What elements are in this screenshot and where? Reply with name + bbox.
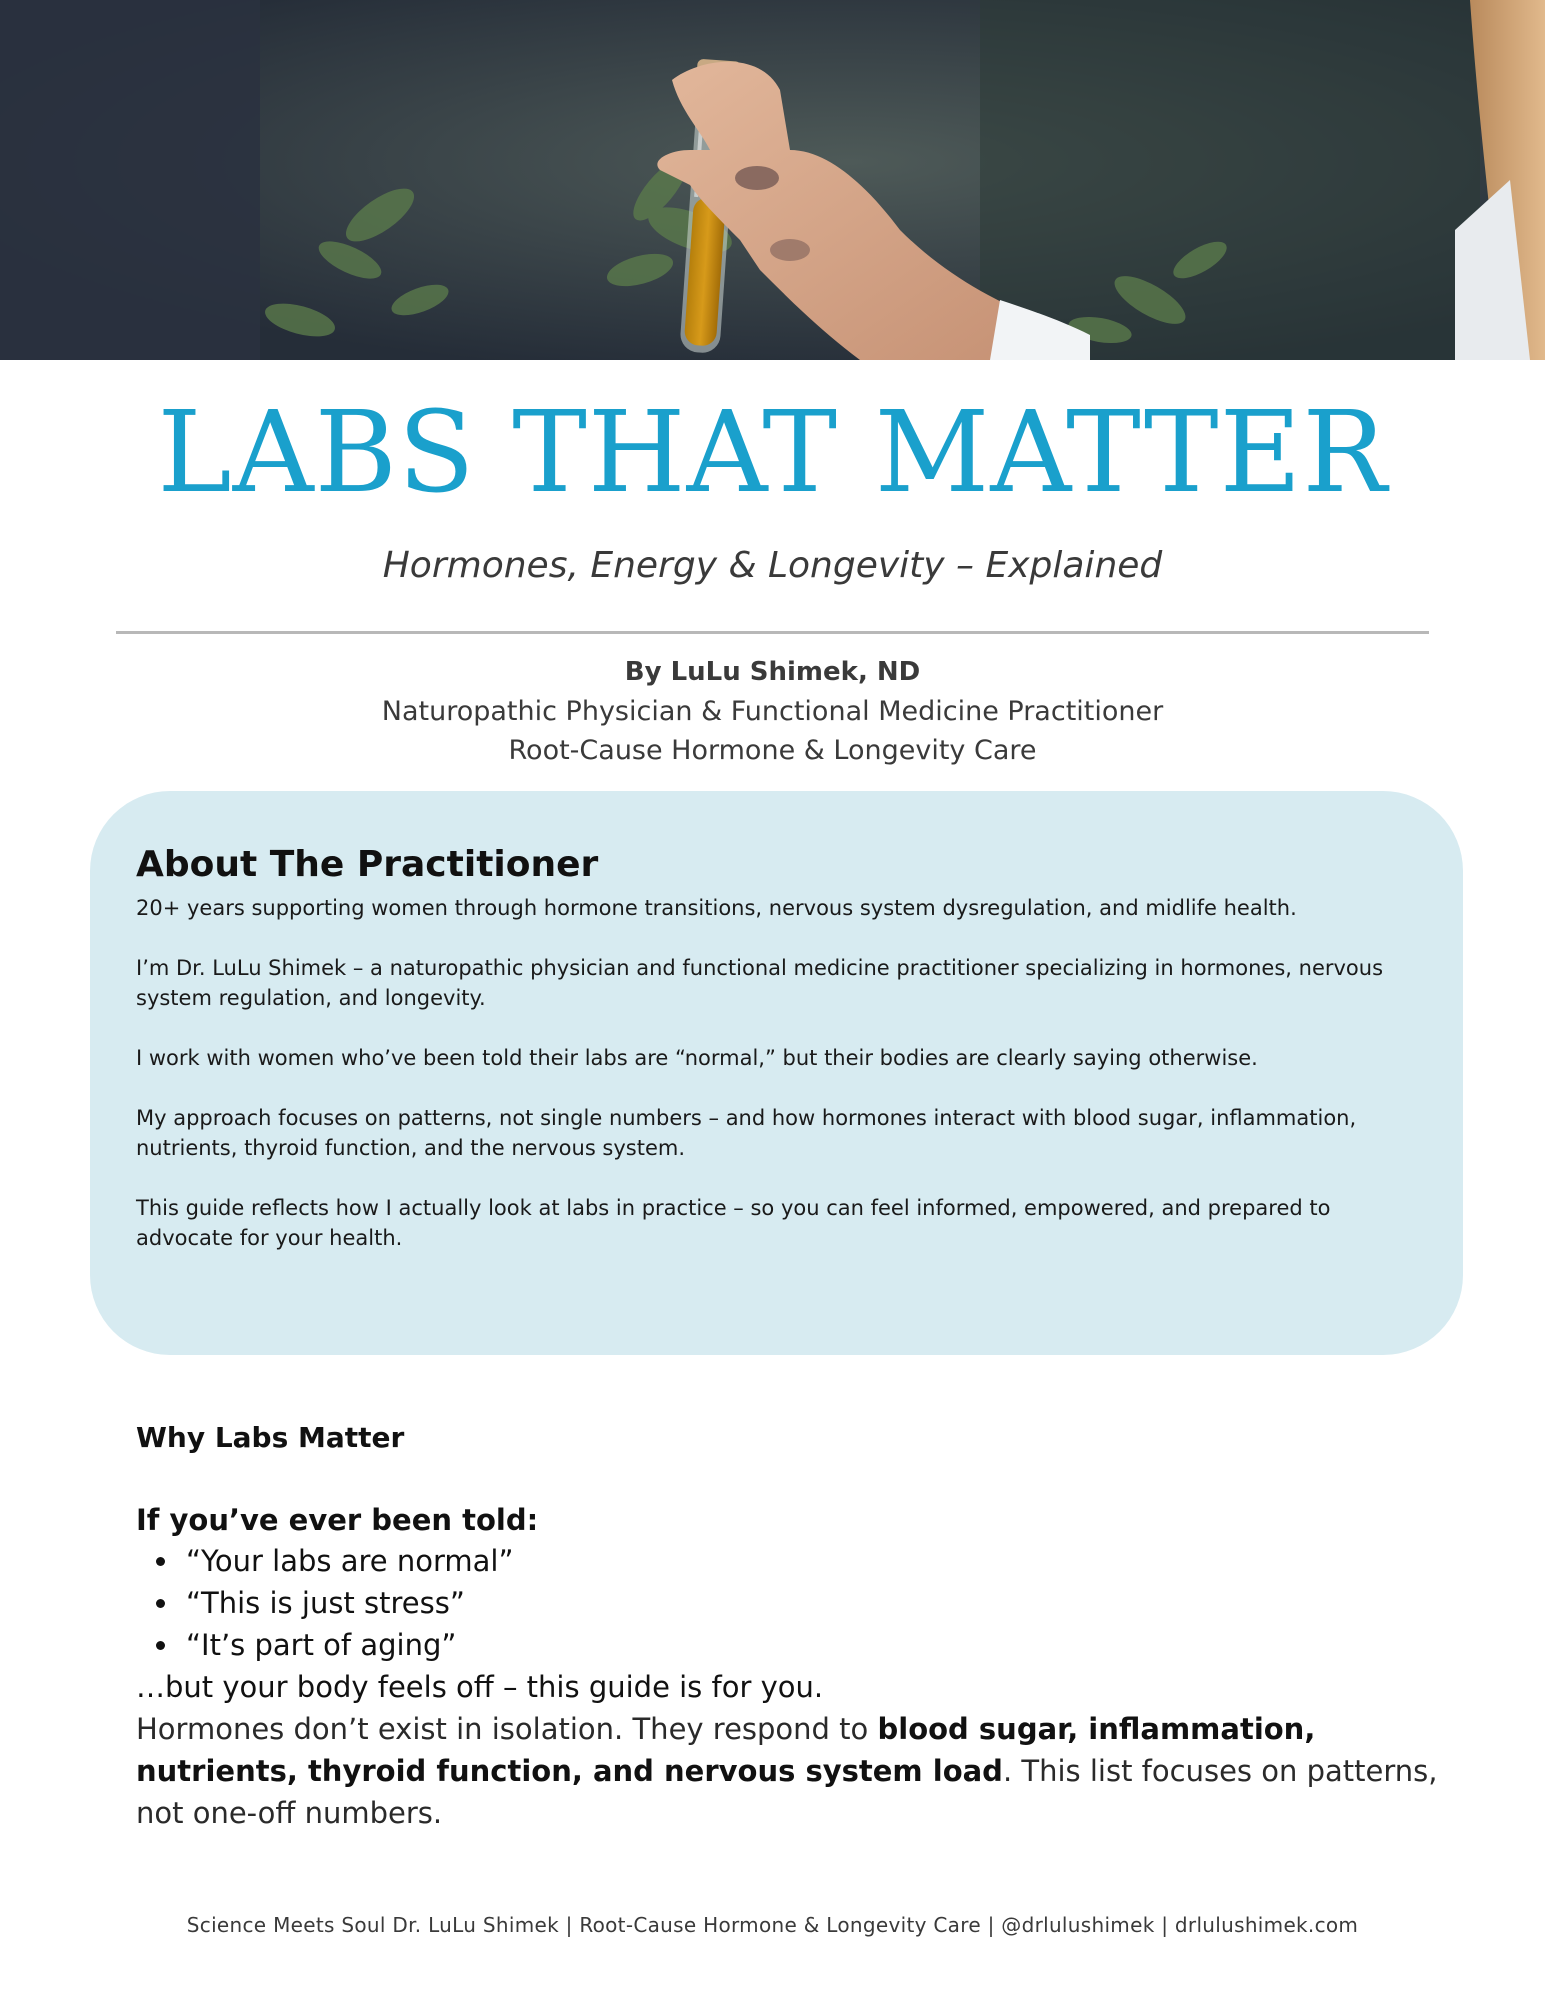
- author-byline: By LuLu Shimek, ND: [624, 657, 921, 687]
- list-item-text: “It’s part of aging”: [186, 1628, 457, 1662]
- list-item: [156, 1540, 1446, 1582]
- closing-line: …but your body feels off – this guide is for you.: [136, 1670, 824, 1704]
- bullet-icon: [156, 1641, 165, 1650]
- list-item-text: “Your labs are normal”: [186, 1544, 514, 1578]
- divider: [116, 631, 1429, 634]
- body-text-start: Hormones don’t exist in isolation. They respond to: [136, 1712, 878, 1746]
- body-text-end: . This list focuses on patterns, not one-off numbers.: [136, 1754, 1438, 1830]
- bullet-icon: [156, 1599, 165, 1608]
- why-heading: Why Labs Matter: [136, 1421, 405, 1454]
- list-item: [156, 1582, 1446, 1624]
- about-paragraph: This guide reflects how I actually look at labs in practice – so you can feel informed, empowered, and prepared to advocate for your health.: [136, 1196, 1331, 1250]
- about-paragraph: My approach focuses on patterns, not single numbers – and how hormones interact with blood sugar, inflammation, nutrients, thyroid function, and the nervous system.: [136, 1106, 1357, 1160]
- about-paragraph: 20+ years supporting women through hormone transitions, nervous system dysregulation, and midlife health.: [136, 896, 1297, 920]
- list-item: [156, 1624, 1446, 1666]
- body-paragraph: [136, 1708, 1446, 1834]
- bullet-icon: [156, 1557, 165, 1566]
- about-card: [90, 791, 1463, 1355]
- page-subtitle: Hormones, Energy & Longevity – Explained: [382, 545, 1163, 586]
- page-footer: Science Meets Soul Dr. LuLu Shimek | Root-Cause Hormone & Longevity Care | @drlulushimek | drlulushimek.com: [186, 1913, 1359, 1937]
- about-paragraph: I work with women who’ve been told their labs are “normal,” but their bodies are clearly saying otherwise.: [136, 1046, 1258, 1070]
- hero-photo: [0, 0, 1545, 360]
- told-heading: If you’ve ever been told:: [136, 1503, 539, 1537]
- credential-line: Root-Cause Hormone & Longevity Care: [508, 735, 1037, 766]
- list-item-text: “This is just stress”: [186, 1586, 465, 1620]
- body-text-bold: blood sugar, inflammation, nutrients, thyroid function, and nervous system load: [136, 1712, 1316, 1788]
- told-list: [136, 1540, 1446, 1666]
- credential-line: Naturopathic Physician & Functional Medicine Practitioner: [381, 696, 1164, 727]
- about-heading: About The Practitioner: [136, 844, 599, 885]
- why-labs-section: [136, 1418, 1446, 1834]
- page-title: LABS THAT MATTER: [157, 388, 1388, 518]
- about-paragraph: I’m Dr. LuLu Shimek – a naturopathic physician and functional medicine practitioner specializing in hormones, nervous system regulation, and longevity.: [136, 956, 1384, 1010]
- hand-holding-test-tube-icon: [0, 0, 1545, 360]
